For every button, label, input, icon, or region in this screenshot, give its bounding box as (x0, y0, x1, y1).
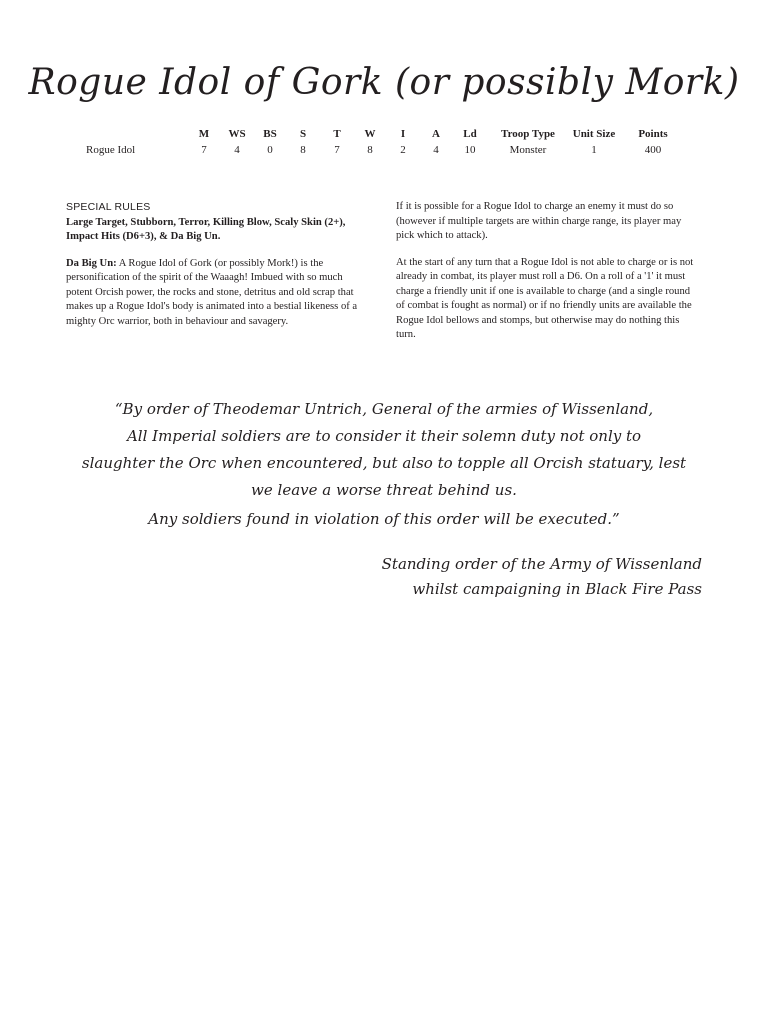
header-bs: BS (263, 128, 277, 140)
flavour-quote (60, 396, 708, 533)
value-troop-type: Monster (509, 144, 547, 156)
left-column (66, 200, 366, 341)
special-rules-heading: SPECIAL RULES (66, 201, 151, 213)
turn-start-rule-paragraph: At the start of any turn that a Rogue Idol is not able to charge or is not already in combat, its player must roll a D6. On a roll of a '1' it must charge a friendly unit if one is available to charge (and a single round of combat is fought as normal) or if no friendly units are available the Rogue Idol bellows and stomps, but otherwise may do nothing this turn. (396, 256, 694, 340)
quote-line-3: slaughter the Orc when encountered, but also to topple all Orcish statuary, lest (81, 454, 687, 472)
attribution-line-1: Standing order of the Army of Wissenland (381, 555, 702, 573)
quote-line-5: Any soldiers found in violation of this order will be executed.” (148, 510, 620, 528)
value-i: 2 (400, 144, 406, 156)
da-big-un-label: Da Big Un: (66, 257, 117, 269)
value-points: 400 (644, 144, 662, 156)
header-unit-size: Unit Size (572, 128, 616, 140)
quote-line-1: “By order of Theodemar Untrich, General of the armies of Wissenland, (114, 400, 654, 418)
value-m: 7 (201, 144, 207, 156)
stats-table (0, 128, 768, 160)
value-a: 4 (433, 144, 439, 156)
stats-header-row (0, 128, 768, 144)
attribution-line-2: whilst campaigning in Black Fire Pass (412, 580, 702, 598)
value-w: 8 (367, 144, 373, 156)
stats-row-rogue-idol (0, 144, 768, 160)
right-column (396, 200, 696, 355)
header-a: A (432, 128, 440, 140)
value-ld: 10 (464, 144, 476, 156)
header-ws: WS (228, 128, 246, 140)
header-t: T (333, 128, 341, 140)
header-troop-type: Troop Type (501, 128, 555, 140)
value-bs: 0 (267, 144, 273, 156)
da-big-un-text: A Rogue Idol of Gork (or possibly Mork!) is the personification of the spirit of the Waaagh! Imbued with so much potent Orcish power, the rocks and stone, detritus and old scrap that makes up a Rogue Idol's body is animated into a bestial likeness of a mighty Orc warrior, both in behaviour and savagery. (66, 257, 358, 327)
stats-row-name: Rogue Idol (86, 144, 136, 156)
header-w: W (364, 128, 376, 140)
header-points: Points (638, 128, 668, 140)
header-m: M (198, 128, 210, 140)
quote-line-4: we leave a worse threat behind us. (251, 481, 517, 499)
header-i: I (400, 128, 406, 140)
value-s: 8 (300, 144, 306, 156)
value-unit-size: 1 (591, 144, 597, 156)
da-big-un-paragraph (66, 257, 366, 330)
value-ws: 4 (234, 144, 240, 156)
value-t: 7 (334, 144, 340, 156)
header-ld: Ld (463, 128, 477, 140)
charge-rule-paragraph: If it is possible for a Rogue Idol to charge an enemy it must do so (however if multiple targets are within charge range, its player may pick which to attack). (396, 201, 682, 241)
quote-attribution (382, 552, 702, 602)
header-s: S (299, 128, 307, 140)
special-rules-list: Large Target, Stubborn, Terror, Killing Blow, Scaly Skin (2+), Impact Hits (D6+3), & Da Big Un. (66, 216, 346, 242)
page-title: Rogue Idol of Gork (or possibly Mork) (28, 62, 740, 103)
quote-line-2: All Imperial soldiers are to consider it their solemn duty not only to (126, 427, 642, 445)
